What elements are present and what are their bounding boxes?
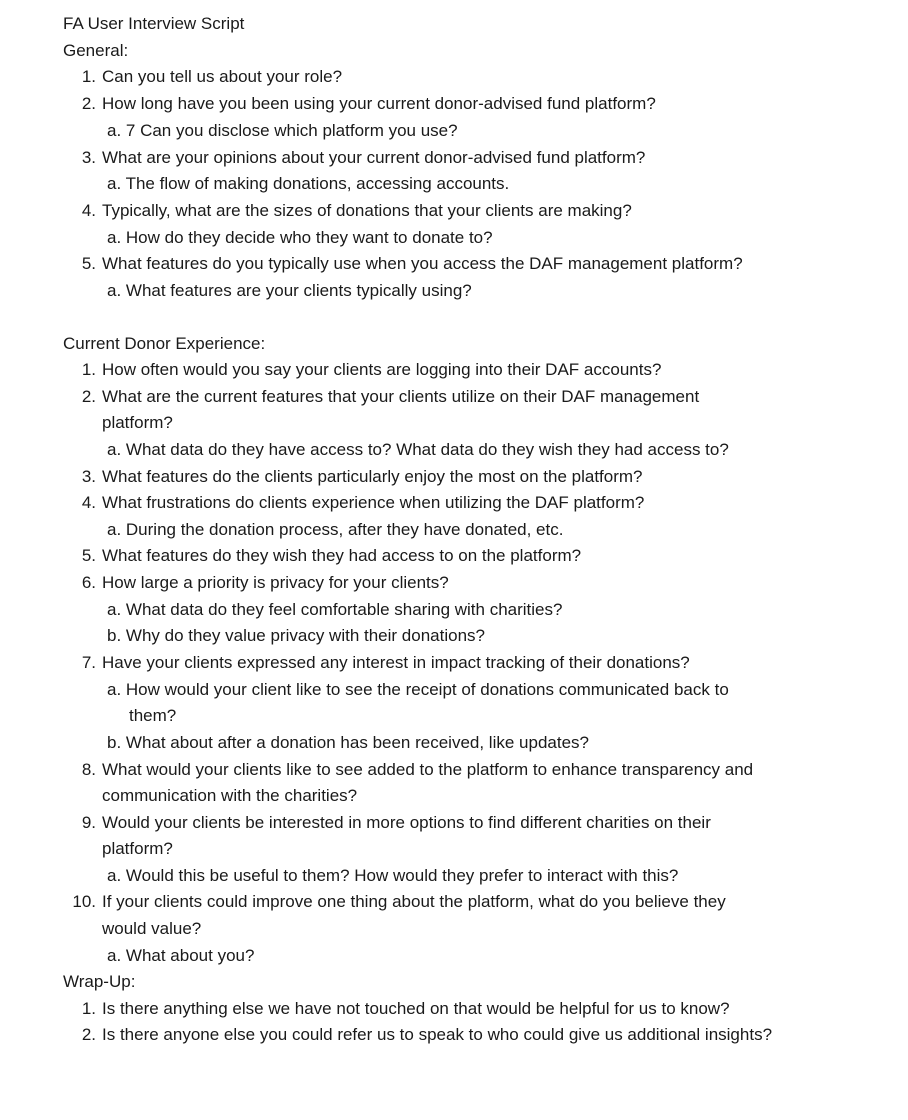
item-number: 1. xyxy=(81,67,96,86)
doc-title: FA User Interview Script xyxy=(63,14,245,33)
list-item xyxy=(81,545,582,567)
question-continuation: platform? xyxy=(102,413,173,432)
item-number: 3. xyxy=(81,467,96,486)
item-number: 5. xyxy=(81,546,96,565)
question-text: Can you tell us about your role? xyxy=(102,67,343,86)
item-number: 4. xyxy=(81,493,96,512)
question-text: What are your opinions about your current donor-advised fund platform? xyxy=(102,148,646,167)
sub-item: a. What about you? xyxy=(107,946,255,965)
sub-item: a. How do they decide who they want to donate to? xyxy=(107,228,493,247)
sub-item: b. Why do they value privacy with their donations? xyxy=(107,626,485,645)
question-text: If your clients could improve one thing about the platform, what do you believe they xyxy=(102,892,726,911)
list-item xyxy=(81,652,690,674)
list-item xyxy=(81,147,646,169)
item-number: 1. xyxy=(81,360,96,379)
list-item xyxy=(81,359,662,381)
sub-item: b. What about after a donation has been received, like updates? xyxy=(107,733,589,752)
list-item xyxy=(81,492,645,514)
list-item xyxy=(81,759,754,781)
question-continuation: communication with the charities? xyxy=(102,786,358,805)
item-number: 5. xyxy=(81,254,96,273)
sub-item: a. Would this be useful to them? How would they prefer to interact with this? xyxy=(107,866,679,885)
list-item xyxy=(81,1024,773,1046)
item-number: 2. xyxy=(81,387,96,406)
item-number: 10. xyxy=(72,892,96,911)
list-item xyxy=(81,253,743,275)
item-number: 9. xyxy=(81,813,96,832)
list-item xyxy=(81,572,449,594)
sub-item: a. 7 Can you disclose which platform you use? xyxy=(107,121,458,140)
sub-item: a. The flow of making donations, accessing accounts. xyxy=(107,174,510,193)
list-item xyxy=(81,93,656,115)
item-number: 2. xyxy=(81,1025,96,1044)
sub-item: a. What data do they have access to? What data do they wish they had access to? xyxy=(107,440,729,459)
item-number: 6. xyxy=(81,573,96,592)
question-text: What features do you typically use when you access the DAF management platform? xyxy=(102,254,743,273)
list-item xyxy=(81,386,700,408)
question-continuation: platform? xyxy=(102,839,173,858)
list-item xyxy=(81,812,711,834)
item-number: 1. xyxy=(81,999,96,1018)
question-text: What are the current features that your clients utilize on their DAF management xyxy=(102,387,700,406)
list-item xyxy=(81,998,730,1020)
item-number: 4. xyxy=(81,201,96,220)
sub-item: a. During the donation process, after they have donated, etc. xyxy=(107,520,564,539)
item-number: 3. xyxy=(81,148,96,167)
item-number: 2. xyxy=(81,94,96,113)
question-text: What features do they wish they had access to on the platform? xyxy=(102,546,582,565)
list-item xyxy=(81,466,643,488)
sub-item: a. What features are your clients typically using? xyxy=(107,281,472,300)
question-text: Have your clients expressed any interest in impact tracking of their donations? xyxy=(102,653,690,672)
list-item xyxy=(81,66,343,88)
sub-item: a. What data do they feel comfortable sharing with charities? xyxy=(107,600,563,619)
question-text: Typically, what are the sizes of donations that your clients are making? xyxy=(102,201,632,220)
section-heading-general: General: xyxy=(63,41,129,60)
sub-item-continuation: them? xyxy=(129,706,177,725)
question-text: What features do the clients particularly enjoy the most on the platform? xyxy=(102,467,643,486)
list-item xyxy=(81,200,632,222)
item-number: 7. xyxy=(81,653,96,672)
section-heading-wrap-up: Wrap-Up: xyxy=(63,972,136,991)
item-number: 8. xyxy=(81,760,96,779)
section-heading-current: Current Donor Experience: xyxy=(63,334,266,353)
question-text: How large a priority is privacy for your clients? xyxy=(102,573,449,592)
question-text: Is there anyone else you could refer us to speak to who could give us additional insights? xyxy=(102,1025,773,1044)
sub-item: a. How would your client like to see the receipt of donations communicated back to xyxy=(107,680,729,699)
question-text: How often would you say your clients are logging into their DAF accounts? xyxy=(102,360,662,379)
list-item xyxy=(72,891,726,913)
question-text: Is there anything else we have not touched on that would be helpful for us to know? xyxy=(102,999,730,1018)
question-text: How long have you been using your current donor-advised fund platform? xyxy=(102,94,656,113)
question-text: What frustrations do clients experience when utilizing the DAF platform? xyxy=(102,493,645,512)
question-continuation: would value? xyxy=(102,919,202,938)
question-text: What would your clients like to see added to the platform to enhance transparency and xyxy=(102,760,754,779)
question-text: Would your clients be interested in more options to find different charities on their xyxy=(102,813,711,832)
